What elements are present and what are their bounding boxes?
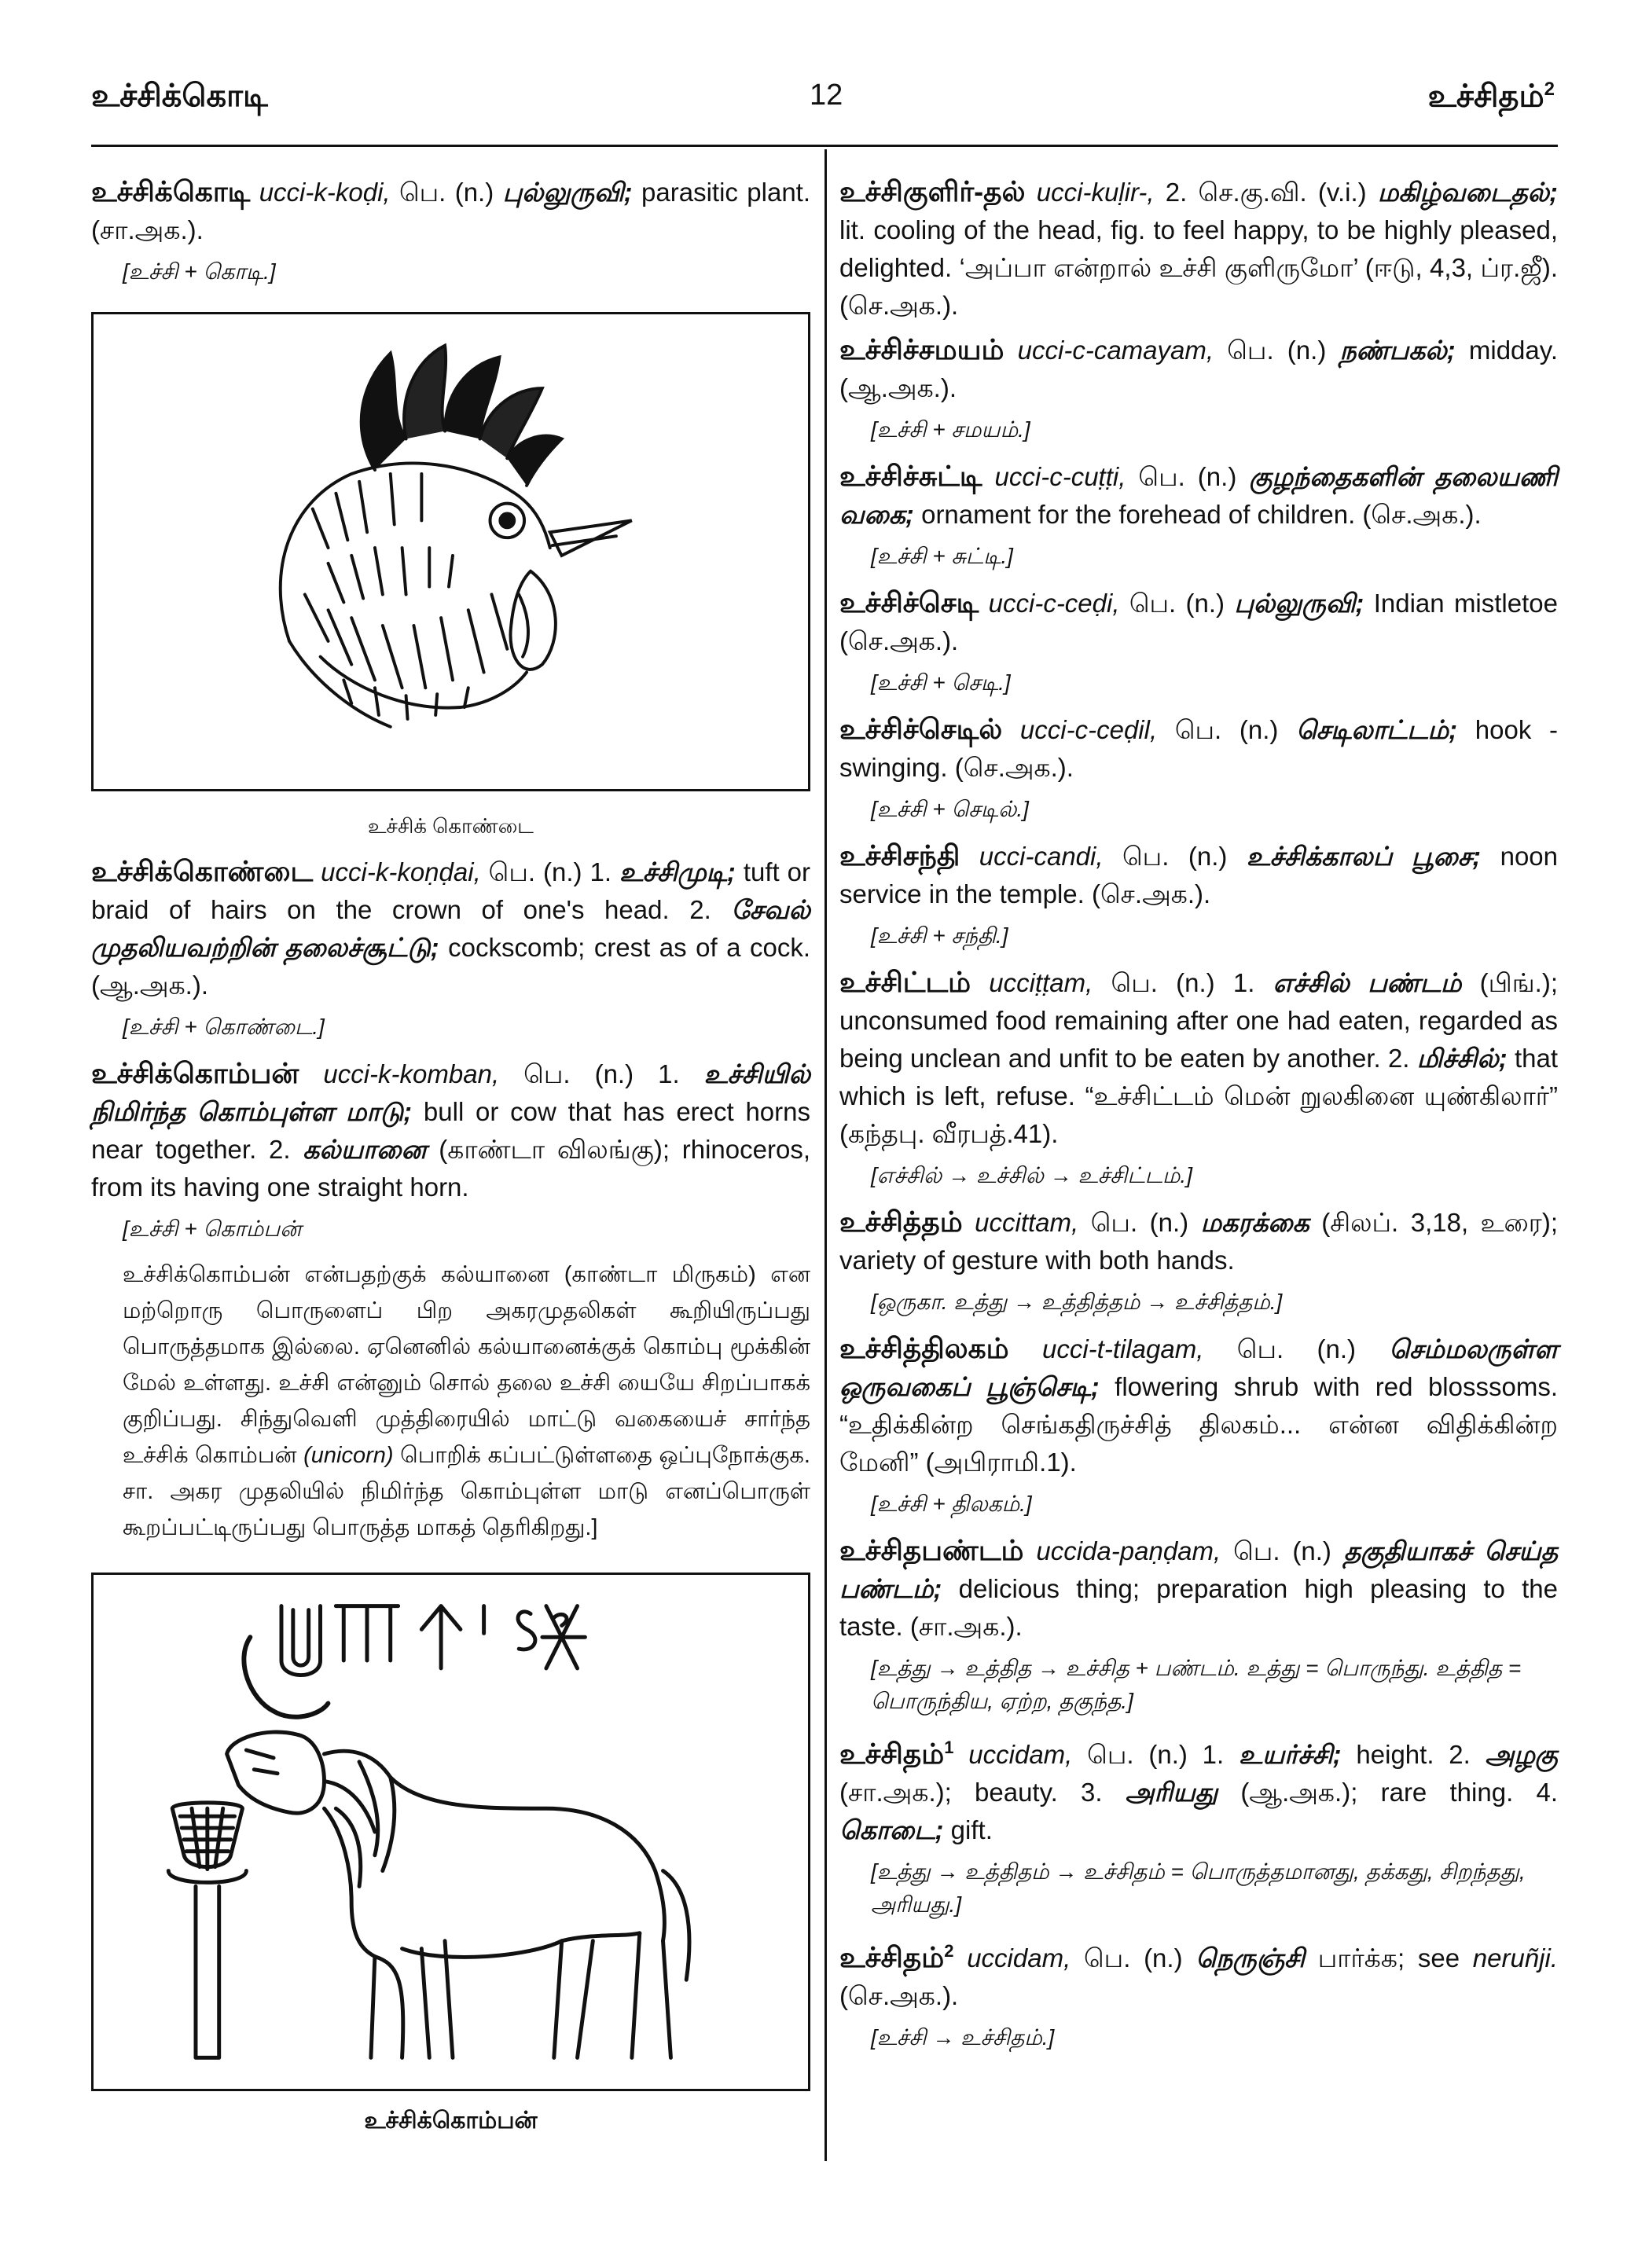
rooster-illustration [91,312,810,791]
entry-ucci-t-tilagam [839,1330,1558,1481]
etymology: [உத்து → உத்தித → உச்சித + பண்டம். உத்து = பொருந்து. உத்தித = பொருந்திய, ஏற்ற, தகுந்த.] [871,1656,1522,1713]
left-column [91,173,810,2148]
tamil-gloss: புல்லுருவி; [1234,589,1364,618]
tamil-gloss: மகரக்கை [1200,1208,1309,1237]
entry-uccidam-2 [839,1932,1558,2015]
running-head-right-text: உச்சிதம் [1427,79,1544,114]
transliteration: ucci-k-komban, [323,1059,500,1088]
entry-uccittam-2 [839,1203,1558,1279]
english-gloss: parasitic plant. (சா.அக.). [91,178,811,244]
headword: உச்சிட்டம் [839,966,971,998]
transliteration: uccidam, [968,1740,1073,1769]
figure-caption: உச்சிக் கொண்டை [367,814,534,838]
etymology: [உத்து → உத்திதம் → உச்சிதம் = பொருத்தமானது, தக்கது, சிறந்தது, அரியது.] [871,1859,1526,1917]
pos: பெ. (n.) [1221,1536,1344,1565]
entry-ucci-k-kondai [91,853,810,1004]
headword: உச்சித்தம் [839,1206,963,1238]
tamil-gloss: அழகு [1485,1740,1559,1769]
entry-ucci-k-kodi [91,173,810,249]
pos: பெ. (n.) 1. [1072,1740,1240,1769]
tamil-gloss: உச்சிக்காலப் பூசை; [1246,842,1482,871]
english-gloss: that which is left, refuse. “உச்சிட்டம் மென் றுலகினை யுண்கிலார்” (கந்தபு. வீரபத்.41). [839,1044,1558,1148]
pos: பெ. (n.) [1157,715,1297,744]
homonym-number: 2 [944,1941,954,1961]
english-gloss: hook - swinging. (செ.அக.). [839,715,1558,782]
headword: உச்சிச்செடில் [839,713,1003,745]
entry-ucci-c-cedil [839,710,1558,787]
english-gloss: (செ.அக.). [839,1981,959,2010]
english-gloss: bull or cow that has erect horns near together. 2. [91,1097,810,1164]
headword: உச்சிக்கொடி [91,175,251,207]
english-gloss: noon service in the temple. (செ.அக.). [839,842,1559,908]
etymology: [உச்சி + கொடி.] [123,259,276,284]
transliteration: ucciṭṭam, [989,968,1093,997]
tamil-gloss: கல்யானை [303,1135,427,1164]
headword: உச்சிக்கொண்டை [91,855,314,887]
tamil-gloss: நண்பகல்; [1339,336,1456,365]
tamil-gloss: மிச்சில்; [1416,1044,1508,1073]
unicorn-seal-drawing [94,1575,808,2089]
tamil-gloss: மகிழ்வடைதல்; [1377,178,1558,207]
entry-ucci-candi [839,837,1558,913]
english-gloss: (சா.அக.); beauty. 3. [839,1778,1126,1807]
english-gloss: delicious thing; preparation high pleasing to the taste. (சா.அக.). [839,1574,1558,1641]
english-gloss: height. 2. [1341,1740,1486,1769]
pos: பெ. (n.) [1119,589,1235,618]
english-gloss: lit. cooling of the head, fig. to feel happy, to be highly pleased, delighted. ‘அப்பா என்றால் உச்சி குளிருமோ’ (ஈடு, 4,3, ப்ர.ஜீ). (செ.அக.). [839,215,1558,320]
page-number: 12 [810,79,843,112]
english-gloss: Indian mistletoe (செ.அக.). [839,589,1558,655]
english-gloss: flowering shrub with red blosssoms. “உதிக்கின்ற செங்கதிருச்சித் திலகம்... என்ன விதிக்கின்ற மேனி” (அபிராமி.1). [839,1372,1558,1477]
english-gloss: (ஆ.அக.); rare thing. 4. [1217,1778,1558,1807]
tamil-gloss: எச்சில் பண்டம் [1273,968,1462,997]
entry-uccittam-1 [839,963,1558,1153]
tamil-gloss: தகுதியாகச் செய்த பண்டம்; [839,1536,1559,1603]
headword [839,1941,953,1973]
pos: பெ. (n.) [1103,842,1247,871]
column-divider [824,149,827,2161]
pos: பெ. (n.) 1. [1093,968,1273,997]
etymology: [எச்சில் → உச்சில் → உச்சிட்டம்.] [871,1163,1192,1187]
english-gloss: (காண்டா விலங்கு); rhinoceros, from its having one straight horn. [91,1135,810,1202]
pos: பெ. (n.) 1. [499,1059,704,1088]
etymology: [உச்சி + கொண்டை.] [123,1015,325,1039]
etymology: [ஒருகா. உத்து → உத்தித்தம் → உச்சித்தம்.] [871,1290,1283,1314]
right-column [839,173,1558,2065]
english-gloss: cockscomb; crest as of a cock. (ஆ.அக.). [91,933,810,1000]
etymology: [உச்சி + செடில்.] [871,797,1029,821]
headword: உச்சிசந்தி [839,839,960,872]
figure-caption: உச்சிக்கொம்பன் [364,2108,538,2134]
tamil-gloss: புல்லுருவி; [502,178,633,207]
headword-text: உச்சிதம் [839,1738,945,1770]
english-gloss: (சிலப். 3,18, உரை); variety of gesture with both hands. [839,1208,1558,1275]
entry-ucci-kulir-tal [839,173,1558,325]
pos: 2. செ.கு.வி. (v.i.) [1154,178,1378,207]
transliteration: uccida-paṇḍam, [1036,1536,1221,1565]
cross-reference: neruñji. [1472,1943,1559,1973]
transliteration: ucci-c-ceḍi, [988,589,1120,618]
transliteration: ucci-kuḷir-, [1036,178,1155,207]
note-italic: (unicorn) [303,1443,394,1468]
english-gloss: midday. (ஆ.அக.). [839,336,1558,402]
headword: உச்சிச்சமயம் [839,333,1004,365]
headword: உச்சிச்செடி [839,586,979,618]
tamil-gloss: கொடை; [839,1815,944,1844]
english-gloss: gift. [943,1815,993,1844]
headword: உச்சிச்சுட்டி [839,460,982,492]
editorial-note [91,1257,810,1546]
etymology: [உச்சி + சந்தி.] [871,923,1008,948]
english-gloss: பார்க்க; see [1305,1943,1473,1973]
tamil-gloss: உச்சிமுடி; [619,857,736,886]
headword: உச்சிதபண்டம் [839,1534,1024,1566]
homonym-number: 1 [944,1738,954,1757]
transliteration: ucci-k-koḍi, [259,178,391,207]
entry-uccida-pandam [839,1532,1558,1646]
note-text: உச்சிக்கொம்பன் என்பதற்குக் கல்யானை (காண்டா மிருகம்) என மற்றொரு பொருளைப் பிற அகரமுதலிகள் கூறியிருப்பது பொருத்தமாக இல்லை. ஏனெனில் கல்யானைக்குக் கொம்பு மூக்கின் மேல் உள்ளது. உச்சி என்னும் சொல் தலை உச்சி யையே சிறப்பாகக் குறிப்பது. சிந்துவெளி முத்திரையில் மாட்டு வகையைச் சார்ந்த உச்சிக் கொம்பன் [123,1262,810,1468]
running-head-right-sup: 2 [1544,79,1555,100]
etymology: [உச்சி → உச்சிதம்.] [871,2025,1055,2050]
pos: பெ. (n.) 1. [480,857,619,886]
english-gloss: ornament for the forehead of children. (செ.அக.). [913,500,1482,529]
rooster-drawing [94,314,808,789]
pos: பெ. (n.) [1071,1943,1196,1973]
transliteration: ucci-t-tilagam, [1042,1334,1204,1363]
headword: உச்சித்திலகம் [839,1332,1009,1364]
tamil-gloss: சேவல் முதலியவற்றின் தலைச்சூட்டு; [91,895,810,962]
transliteration: ucci-c-camayam, [1017,336,1214,365]
tamil-gloss: செடிலாட்டம்; [1296,715,1458,744]
english-gloss: (பிங்.); unconsumed food remaining after one had eaten, regarded as being unclean and unfit to be eaten by another. 2. [839,968,1559,1073]
pos: பெ. (n.) [1126,462,1250,491]
headword [839,1738,953,1770]
tamil-gloss: செம்மலருள்ள ஒருவகைப் பூஞ்செடி; [839,1334,1559,1401]
headword: உச்சிகுளிர்-தல் [839,175,1026,207]
transliteration: ucci-k-koṇḍai, [321,857,481,886]
pos: பெ. (n.) [1214,336,1340,365]
english-gloss: tuft or braid of hairs on the crown of one's head. 2. [91,857,810,924]
running-head-right [1428,79,1555,118]
entry-uccidam-1 [839,1729,1558,1849]
tamil-gloss: நெருஞ்சி [1195,1943,1306,1973]
headword-text: உச்சிதம் [839,1941,945,1973]
entry-ucci-c-cedi [839,584,1558,660]
transliteration: ucci-c-ceḍil, [1019,715,1158,744]
transliteration: uccidam, [967,1943,1071,1973]
pos: பெ. (n.) [1078,1208,1201,1237]
headword: உச்சிக்கொம்பன் [91,1057,299,1089]
etymology: [உச்சி + திலகம்.] [871,1492,1032,1516]
tamil-gloss: குழந்தைகளின் தலையணி வகை; [839,462,1558,529]
etymology: [உச்சி + சமயம்.] [871,417,1030,442]
entry-ucci-c-cutti [839,457,1558,534]
transliteration: ucci-c-cuṭṭi, [994,462,1126,491]
pos: பெ. (n.) [1203,1334,1390,1363]
entry-ucci-k-komban [91,1055,810,1206]
header-rule [91,145,1558,147]
pos: பெ. (n.) [390,178,503,207]
transliteration: ucci-candi, [979,842,1104,871]
note-text: பொறிக் கப்பட்டுள்ளதை ஒப்புநோக்குக. சா. அகர முதலியில் நிமிர்ந்த கொம்புள்ள மாடு எனப்பொருள் கூறப்பட்டிருப்பது பொருத்த மாகத் தெரிகிறது.] [123,1443,810,1540]
indus-seal-illustration [91,1573,810,2091]
tamil-gloss: அரியது [1125,1778,1218,1807]
etymology: [உச்சி + சுட்டி.] [871,544,1013,568]
etymology: [உச்சி + செடி.] [871,670,1011,695]
entry-ucci-c-camayam [839,331,1558,407]
transliteration: uccittam, [975,1208,1079,1237]
tamil-gloss: உயர்ச்சி; [1239,1740,1342,1769]
tamil-gloss: உச்சியில் நிமிர்ந்த கொம்புள்ள மாடு; [91,1059,810,1126]
running-head-left: உச்சிக்கொடி [91,79,268,113]
etymology: [உச்சி + கொம்பன் [123,1217,302,1241]
